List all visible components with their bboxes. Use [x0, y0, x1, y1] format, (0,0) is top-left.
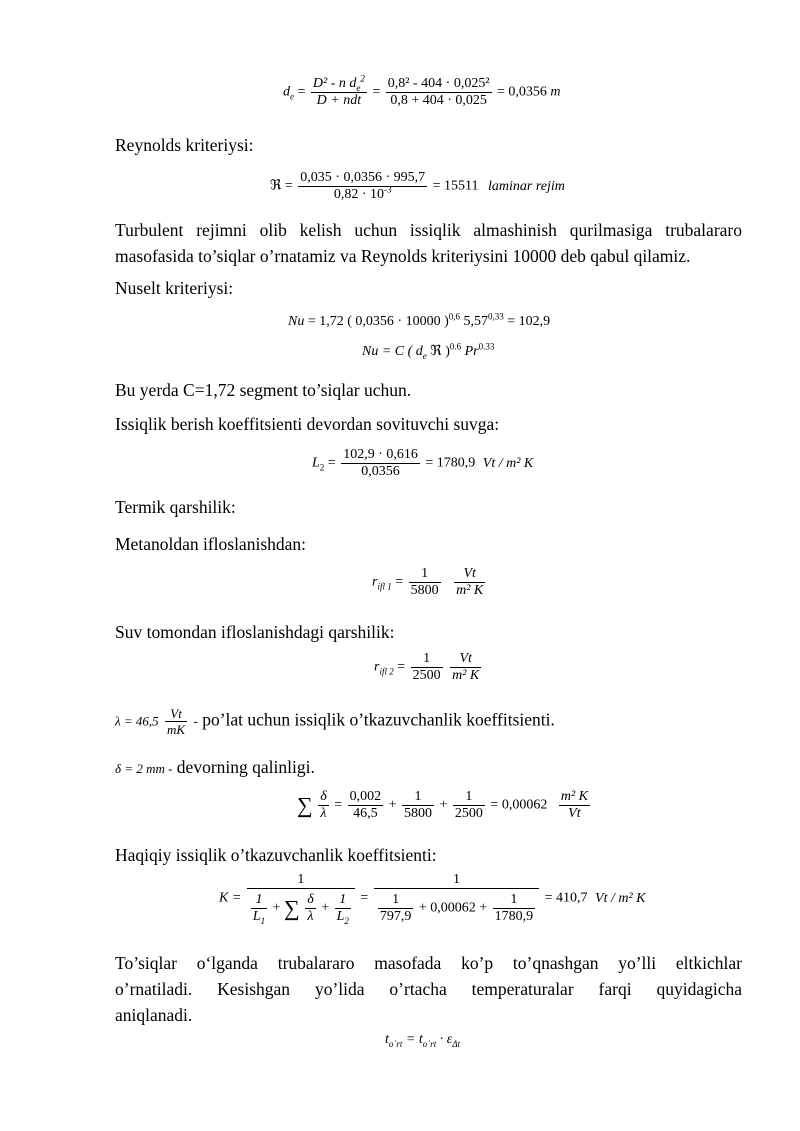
fraction-numerator: 1	[409, 566, 441, 583]
fraction-denominator: 46,5	[353, 806, 378, 821]
equation-thermal-resistance-sum	[297, 789, 592, 822]
eq-sign: =	[360, 890, 369, 906]
fraction-denominator: Vt	[568, 806, 581, 821]
eq-lhs: Nu	[288, 314, 305, 329]
equation-resistance-2	[374, 651, 483, 684]
paragraph-tosiqlar-line-1: To’siqlar o‘lganda trubalararo masofada ko’p to’qnashgan yo’lli eltkichlar	[115, 953, 742, 973]
eq-re: ℜ )	[426, 344, 450, 359]
eq-unit: Vt / m² K	[482, 455, 534, 471]
eq-lhs-sub: ifl 2	[379, 666, 394, 677]
plus-sign: +	[272, 900, 281, 916]
fraction-denominator: 5800	[404, 806, 433, 821]
eq-pr: Pr	[461, 344, 479, 359]
eq-result: = 102,9	[507, 314, 551, 329]
fraction-denominator: m² K	[456, 583, 484, 598]
fraction-numerator: 1	[453, 789, 485, 806]
fraction-denominator	[251, 909, 267, 925]
paragraph-turbulent-line-2: masofasida to’siqlar o’rnatamiz va Reynolds kriteriysini 10000 deb qabul qilamiz.	[115, 246, 691, 266]
fraction-denominator: λ	[307, 909, 314, 924]
paragraph-issiqlik-berish: Issiqlik berish koeffitsienti devordan sovituvchi suvga:	[115, 414, 500, 434]
eq-lhs-sub: ifl 1	[377, 581, 392, 592]
eq-rhs-sub: o`rt	[422, 1038, 437, 1049]
fraction	[311, 73, 367, 109]
fraction-denominator: 0,8 + 404 · 0,025	[390, 93, 487, 108]
fraction	[335, 892, 351, 925]
eq-unit: m	[550, 84, 561, 100]
fraction-numerator: Vt	[165, 706, 187, 722]
equation-equivalent-diameter	[283, 73, 561, 109]
fraction-numerator: 1	[378, 892, 414, 909]
fraction-numerator: 0,8² - 404 · 0,025²	[387, 76, 490, 91]
fraction-main-2	[374, 872, 539, 925]
fraction	[493, 892, 536, 925]
eq-sign: =	[372, 84, 381, 100]
eq-result: = 15511	[432, 178, 479, 194]
equation-reynolds	[270, 170, 565, 203]
eq-body: = C ( d	[381, 344, 423, 359]
den-sup: -3	[384, 184, 392, 195]
fraction-numerator: 1	[247, 872, 355, 889]
eq-result: = 0,0356	[497, 84, 547, 100]
eq-lhs: r	[372, 574, 378, 590]
fraction-denominator	[298, 184, 427, 203]
plus-sign: +	[321, 900, 330, 916]
paragraph-lambda	[115, 706, 742, 737]
den-sub: 1	[260, 915, 266, 926]
sigma-symbol: ∑	[284, 895, 300, 921]
fraction-numerator: Vt	[450, 651, 481, 668]
eq-sign: =	[395, 574, 404, 590]
delta-text: devorning qalinligi.	[176, 757, 315, 777]
equation-nusselt-general	[362, 341, 495, 361]
paragraph-tosiqlar-line-2: o’rnatiladi. Kesishgan yo’lida o’rtacha temperaturalar farqi quyidagicha	[115, 979, 742, 999]
paragraph-reynolds: Reynolds kriteriysi:	[115, 135, 254, 155]
paragraph-delta	[115, 754, 742, 782]
eq-lhs-sub: 2	[319, 462, 325, 473]
fraction-denominator	[374, 889, 539, 925]
eq-note: laminar rejim	[488, 178, 565, 194]
fraction-unit	[559, 789, 590, 822]
eq-sign: =	[327, 455, 336, 471]
fraction	[402, 789, 434, 822]
eq-result: = 410,7	[544, 890, 588, 906]
equation-nusselt-numeric	[288, 311, 551, 330]
plus-sign: +	[388, 797, 397, 813]
den-sub: 2	[344, 915, 349, 926]
den-text: 0,82 · 10	[333, 187, 385, 202]
eq-sup: 0,6	[448, 311, 460, 322]
fraction	[409, 566, 441, 599]
equation-mean-temperature	[385, 1032, 460, 1048]
paragraph-buyerda: Bu yerda C=1,72 segment to’siqlar uchun.	[115, 380, 412, 400]
fraction-denominator: m² K	[452, 668, 480, 683]
fraction-denominator: D + ndt	[316, 93, 362, 108]
eq-lhs-sub: e	[290, 91, 294, 102]
fraction-numerator: 1	[411, 651, 443, 668]
fraction-numerator: m² K	[560, 789, 588, 804]
den-text: L	[252, 909, 261, 924]
fraction-denominator: 5800	[410, 583, 439, 598]
fraction	[341, 447, 420, 480]
fraction-denominator: mK	[167, 722, 186, 737]
fraction-unit	[165, 706, 187, 737]
fraction	[251, 892, 267, 925]
paragraph-termik: Termik qarshilik:	[115, 497, 236, 517]
eq-sup: 0.33	[478, 341, 495, 352]
eq-lhs: L	[312, 455, 320, 471]
fraction	[318, 789, 329, 822]
plus-sign: +	[439, 797, 448, 813]
fraction	[386, 76, 492, 109]
eq-epsilon: · ε	[436, 1032, 453, 1047]
fraction-main-1	[247, 872, 355, 925]
eq-sign: =	[297, 84, 306, 100]
fraction-numerator: 1	[251, 892, 267, 909]
fraction-numerator: 1	[402, 789, 434, 806]
fraction-denominator: 2500	[412, 668, 441, 683]
eq-lhs-sub: o`rt	[388, 1038, 403, 1049]
fraction	[298, 170, 427, 203]
eq-epsilon-sub: Δt	[452, 1038, 461, 1049]
eq-body: = 1,72 ( 0,0356 · 10000 )	[307, 314, 449, 329]
eq-sub: e	[422, 350, 427, 361]
lambda-text: po’lat uchun issiqlik o’tkazuvchanlik koeffitsienti.	[202, 709, 555, 730]
paragraph-metanol: Metanoldan ifloslanishdan:	[115, 534, 307, 554]
fraction-denominator: λ	[320, 806, 327, 821]
eq-lhs: Nu	[362, 344, 379, 359]
fraction	[453, 789, 485, 822]
fraction-numerator: 1	[493, 892, 536, 909]
fraction-denominator: 1780,9	[494, 909, 534, 924]
fraction-denominator: 2500	[454, 806, 483, 821]
equation-overall-coefficient	[219, 872, 646, 925]
paragraph-suv: Suv tomondan ifloslanishdagi qarshilik:	[115, 622, 395, 642]
frac-num-sup: 2	[360, 73, 365, 84]
paragraph-nusselt: Nuselt kriteriysi:	[115, 278, 234, 298]
fraction-numerator: 1	[374, 872, 539, 889]
delta-expr: δ = 2 mm -	[115, 761, 173, 776]
fraction-denominator: 0,0356	[361, 464, 400, 479]
sigma-symbol: ∑	[297, 792, 313, 818]
fraction-numerator: Vt	[454, 566, 485, 583]
fraction-numerator: 1	[335, 892, 351, 909]
fraction-unit	[454, 566, 485, 599]
equation-heat-transfer-l2	[312, 447, 533, 480]
paragraph-tosiqlar-line-3: aniqlanadi.	[115, 1005, 193, 1025]
lambda-dash: -	[193, 713, 198, 729]
fraction-denominator: 797,9	[379, 909, 412, 924]
fraction-numerator: 0,002	[349, 789, 382, 804]
eq-sign: =	[334, 797, 343, 813]
eq-lhs: r	[374, 659, 380, 675]
eq-lhs: d	[283, 84, 290, 100]
eq-mid: 5,57	[463, 314, 488, 329]
fraction-numerator	[311, 73, 367, 93]
fraction	[411, 651, 443, 684]
fraction-numerator: 102,9 · 0,616	[343, 447, 418, 462]
paragraph-haqiqiy: Haqiqiy issiqlik o’tkazuvchanlik koeffitsienti:	[115, 845, 437, 865]
eq-result: = 0,00062	[490, 797, 548, 813]
frac-num-text: D² - n d	[312, 76, 357, 91]
eq-lhs: t	[385, 1032, 389, 1047]
eq-lhs: ℜ =	[270, 178, 293, 194]
equation-resistance-1	[372, 566, 487, 599]
frac-num-sub: e	[356, 82, 361, 93]
eq-lhs: K =	[219, 890, 242, 906]
denominator-middle: + 0,00062 +	[418, 900, 488, 916]
eq-sup: 0.6	[449, 341, 462, 352]
fraction-denominator	[335, 909, 351, 925]
eq-result: = 1780,9	[425, 455, 476, 471]
fraction-numerator: 0,035 · 0,0356 · 995,7	[300, 170, 426, 185]
den-text: L	[336, 909, 345, 924]
paragraph-turbulent-line-1: Turbulent rejimni olib kelish uchun issiqlik almashinish qurilmasiga trubalararo	[115, 220, 742, 240]
fraction-unit	[450, 651, 481, 684]
eq-unit: Vt / m² K	[595, 890, 646, 906]
fraction-denominator	[247, 889, 355, 925]
fraction	[305, 892, 316, 925]
fraction-numerator: δ	[320, 789, 327, 804]
eq-sup: 0,33	[487, 311, 504, 322]
fraction-numerator: δ	[307, 892, 314, 907]
fraction	[378, 892, 414, 925]
eq-rhs: = t	[405, 1032, 423, 1047]
eq-sign: =	[397, 659, 406, 675]
lambda-expr: λ = 46,5	[115, 713, 159, 729]
fraction	[348, 789, 384, 822]
